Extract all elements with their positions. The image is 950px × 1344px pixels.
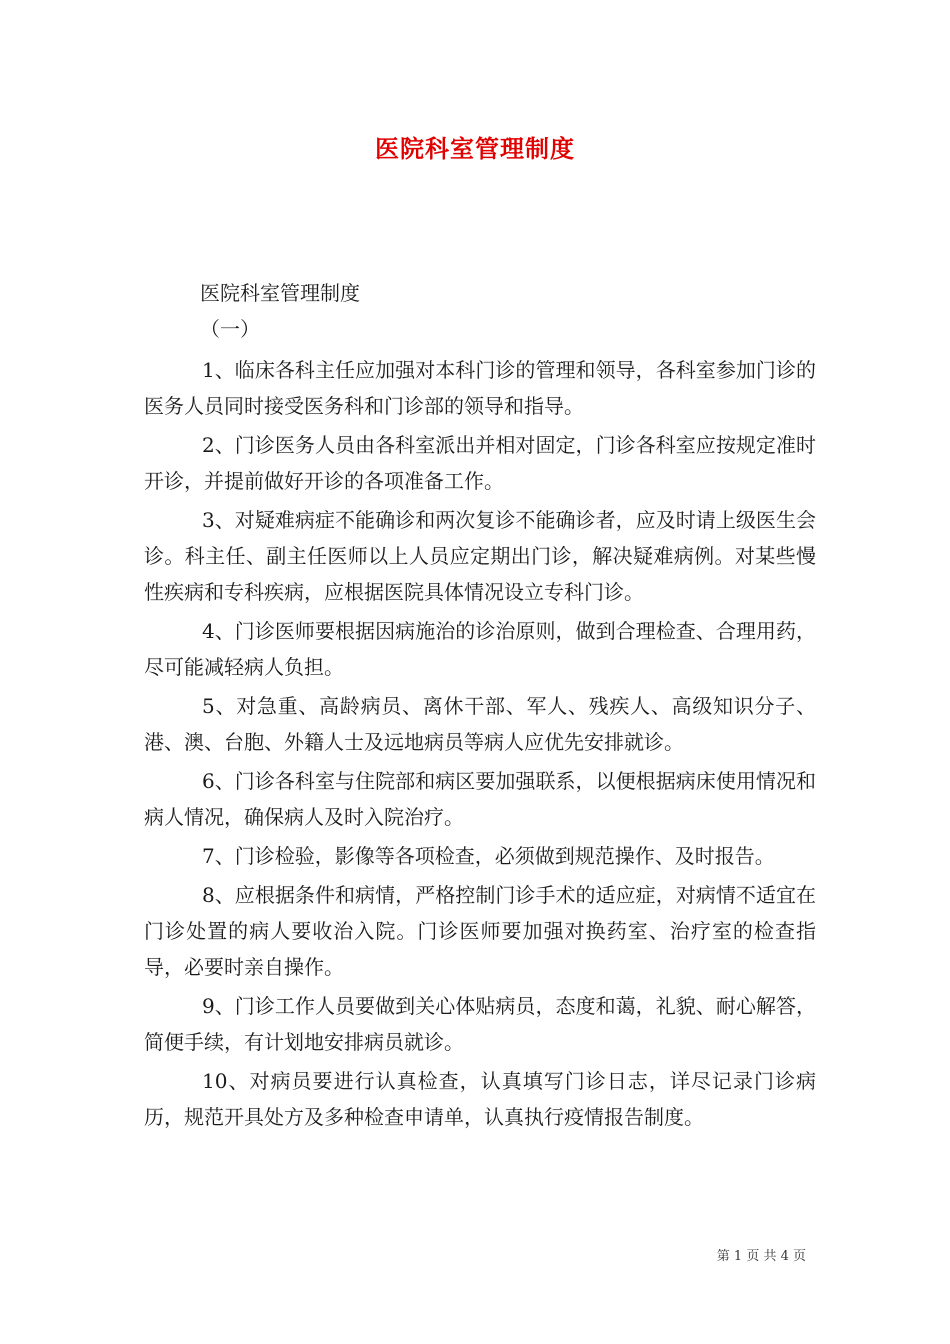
paragraph-2: 2、门诊医务人员由各科室派出并相对固定，门诊各科室应按规定准时开诊，并提前做好开诊的各项准备工作。 bbox=[144, 433, 816, 493]
paragraph-8: 8、应根据条件和病情，严格控制门诊手术的适应症，对病情不适宜在门诊处置的病人要收治入院。门诊医师要加强对换药室、治疗室的检查指导，必要时亲自操作。 bbox=[144, 883, 816, 979]
paragraph-4: 4、门诊医师要根据因病施治的诊治原则，做到合理检查、合理用药，尽可能减轻病人负担。 bbox=[144, 619, 816, 679]
paragraph-1: 1、临床各科主任应加强对本科门诊的管理和领导，各科室参加门诊的医务人员同时接受医务科和门诊部的领导和指导。 bbox=[144, 358, 816, 418]
section-label: （一） bbox=[200, 317, 260, 341]
page-number-footer: 第 1 页 共 4 页 bbox=[716, 1249, 806, 1264]
paragraph-5: 5、对急重、高龄病员、离休干部、军人、残疾人、高级知识分子、港、澳、台胞、外籍人士及远地病员等病人应优先安排就诊。 bbox=[144, 694, 816, 754]
paragraph-9: 9、门诊工作人员要做到关心体贴病员，态度和蔼，礼貌、耐心解答，简便手续，有计划地安排病员就诊。 bbox=[144, 994, 816, 1054]
paragraph-3: 3、对疑难病症不能确诊和两次复诊不能确诊者，应及时请上级医生会诊。科主任、副主任医师以上人员应定期出门诊，解决疑难病例。对某些慢性疾病和专科疾病，应根据医院具体情况设立专科门诊。 bbox=[144, 508, 816, 604]
document-title: 医院科室管理制度 bbox=[375, 134, 575, 163]
paragraph-6: 6、门诊各科室与住院部和病区要加强联系，以便根据病床使用情况和病人情况，确保病人及时入院治疗。 bbox=[144, 769, 816, 829]
document-subtitle: 医院科室管理制度 bbox=[200, 281, 360, 305]
paragraph-10: 10、对病员要进行认真检查，认真填写门诊日志，详尽记录门诊病历，规范开具处方及多种检查申请单，认真执行疫情报告制度。 bbox=[144, 1069, 816, 1129]
document-body bbox=[144, 275, 816, 1138]
paragraph-7: 7、门诊检验，影像等各项检查，必须做到规范操作、及时报告。 bbox=[202, 844, 775, 868]
